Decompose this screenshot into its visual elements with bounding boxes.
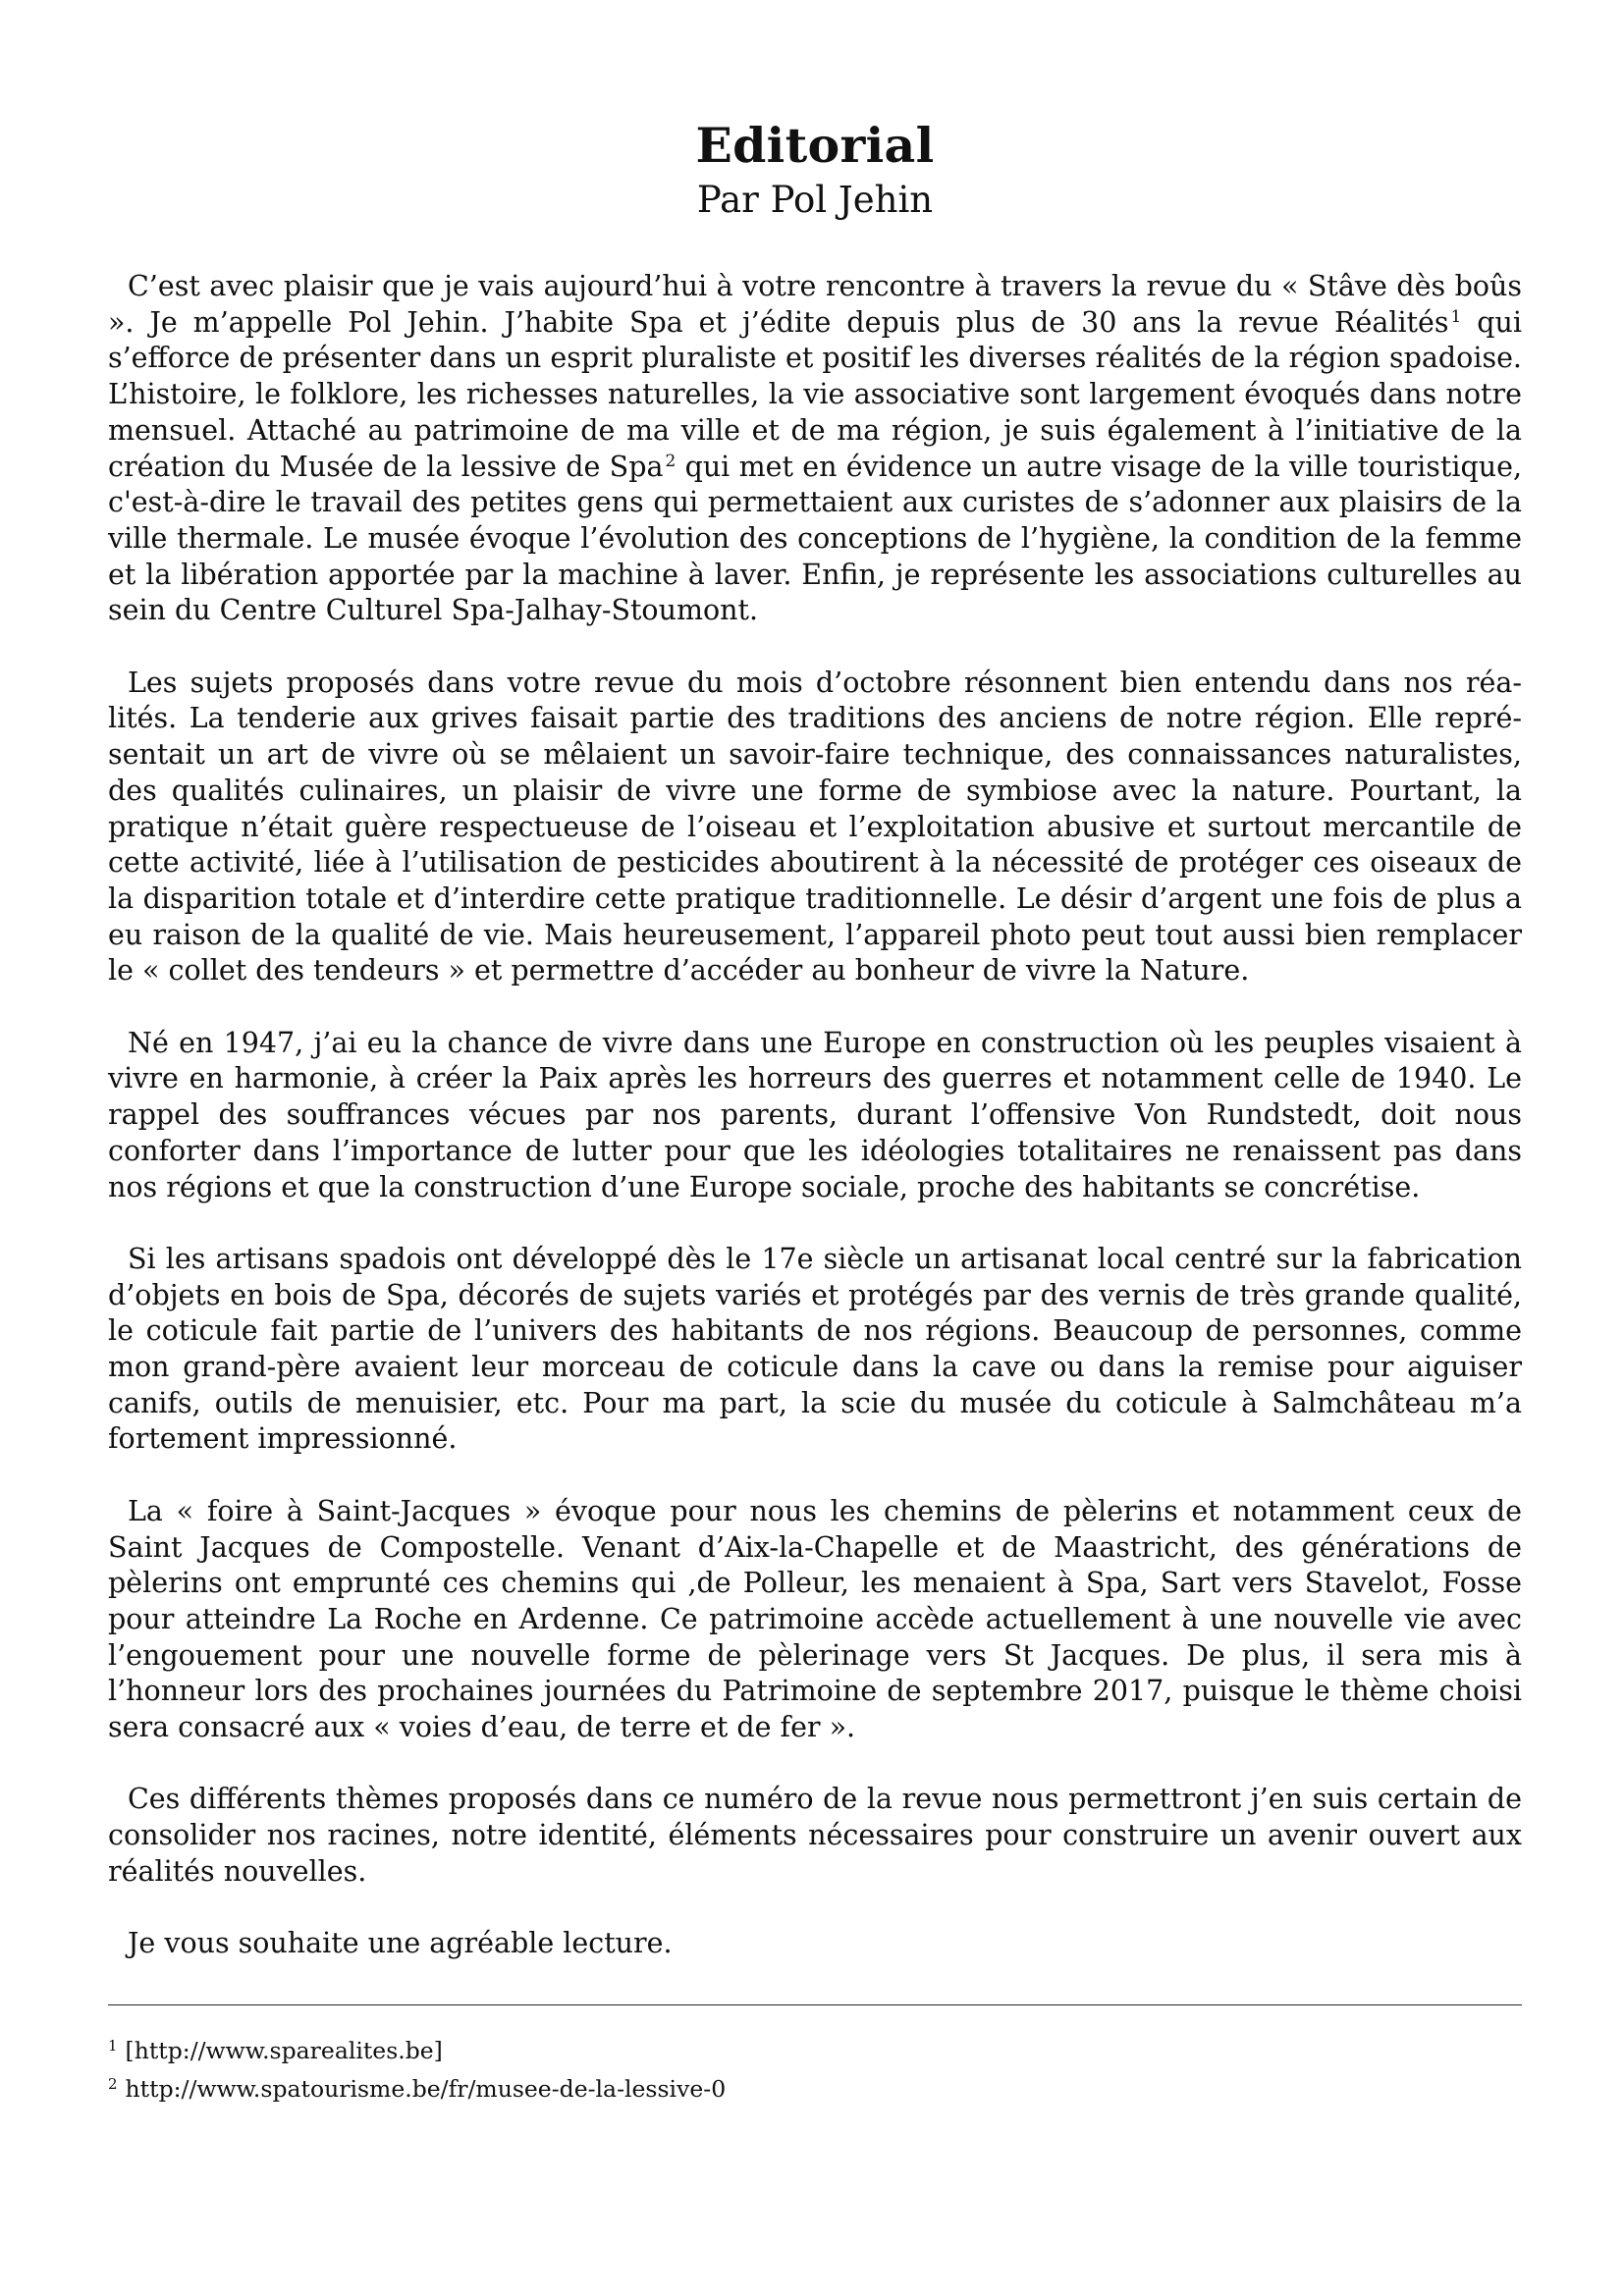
footnote-url: http://www.spatourisme.be/fr/musee-de-la-lessive-0 <box>125 2075 727 2103</box>
paragraph-text: Les sujets proposés dans votre revue du mois d’octobre résonnent bien entendu dans nos réalités. La tenderie aux grives faisait partie des traditions des anciens de notre région. Elle représentait un art de vivre où se mêlaient un savoir-faire technique, des connaissances naturalistes, des qualités culinaires, un plaisir de vivre une forme de symbiose avec la nature. Pourtant, la pratique n’était guère respectueuse de l’oiseau et l’exploitation abusive et surtout mercantile de cette activité, liée à l’utilisation de pesticides aboutirent à la nécessité de protéger ces oiseaux de la disparition totale et d’interdire cette pratique traditionnelle. Le désir d’argent une fois de plus a eu raison de la qualité de vie. Mais heureusement, l’appareil photo peut tout aussi bien remplacer le « collet des tendeurs » et permettre d’accéder au bonheur de vivre la Nature. <box>108 666 1522 988</box>
paragraph-text: C’est avec plaisir que je vais aujourd’hui à votre rencontre à travers la revue du « Stâve dès boûs ». Je m’appelle Pol Jehin. J’habite Spa et j’édite depuis plus de 30 ans la revue Réalités <box>108 270 1522 339</box>
paragraph <box>108 1782 1522 1890</box>
footnote-separator <box>108 2004 1522 2005</box>
paragraph-text: Né en 1947, j’ai eu la chance de vivre dans une Europe en construction où les peuples visaient à vivre en harmonie, à créer la Paix après les horreurs des guerres et notamment celle de 1940. Le rappel des souffrances vécues par nos parents, durant l’offensive Von Rundstedt, doit nous conforter dans l’importance de lutter pour que les idéologies totalitaires ne renaissent pas dans nos régions et que la construction d’une Europe sociale, proche des habitants se concrétise. <box>108 1026 1522 1203</box>
paragraph-text: Je vous souhaite une agréable lecture. <box>128 1927 673 1960</box>
footnote <box>108 2072 1522 2106</box>
paragraph <box>108 269 1522 629</box>
footnote-ref: 1 <box>1450 306 1462 327</box>
author-byline: Par Pol Jehin <box>696 179 934 221</box>
paragraph-text: qui s’efforce de présenter dans un esprit pluraliste et positif les diverses réalités de la région spadoise. L’histoire, le folklore, les richesses naturelles, la vie associative sont largement évoqués dans notre mensuel. Attaché au patrimoine de ma ville et de ma région, je suis également à l’initiative de la création du Musée de la lessive de Spa <box>108 305 1522 483</box>
footnote-number: 1 <box>108 2037 118 2055</box>
paragraph <box>108 1242 1522 1458</box>
paragraph-text: qui met en évidence un autre visage de la ville touristique, c'est-à-dire le travail des petites gens qui permettaient aux curistes de s’adonner aux plaisirs de la ville thermale. Le musée évoque l’évolution des conceptions de l’hygiène, la condition de la femme et la libération apportée par la machine à laver. Enfin, je représente les associations culturelles au sein du Centre Culturel Spa-Jalhay-Stoumont. <box>108 450 1523 627</box>
page-title: Editorial <box>695 117 935 174</box>
paragraph-text: Ces différents thèmes proposés dans ce numéro de la revue nous permettront j’en suis certain de consolider nos racines, notre identité, éléments nécessaires pour construire un avenir ouvert aux réalités nouvelles. <box>108 1783 1522 1888</box>
paragraph <box>108 1026 1522 1206</box>
article-body <box>108 269 1522 1962</box>
paragraph-text: La « foire à Saint-Jacques » évoque pour nous les chemins de pèlerins et notamment ceux de Saint Jacques de Compostelle. Venant d’Aix-la-Chapelle et de Maastricht, des générations de pèlerins ont emprunté ces chemins qui ,de Polleur, les menaient à Spa, Sart vers Stavelot, Fosse pour atteindre La Roche en Ardenne. Ce patrimoine accède actuellement à une nouvelle vie avec l’engouement pour une nouvelle forme de pèlerinage vers St Jacques. De plus, il sera mis à l’honneur lors des prochaines journées du Patrimoine de septembre 2017, puisque le thème choisi sera consacré aux « voies d’eau, de terre et de fer ». <box>108 1494 1522 1744</box>
footnote-url: [http://www.sparealites.be] <box>125 2037 443 2064</box>
paragraph <box>108 666 1522 989</box>
paragraph <box>108 1494 1522 1746</box>
article <box>108 116 1522 1962</box>
footnotes <box>108 2034 1522 2110</box>
footnote-number: 2 <box>108 2075 118 2093</box>
paragraph-text: Si les artisans spadois ont développé dès le 17e siècle un artisanat local centré sur la fabrication d’objets en bois de Spa, décorés de sujets variés et protégés par des vernis de très grande qualité, le coticule fait partie de l’univers des habitants de nos régions. Beaucoup de personnes, comme mon grand-père avaient leur morceau de coticule dans la cave ou dans la remise pour aiguiser canifs, outils de menuisier, etc. Pour ma part, la scie du musée du coticule à Salmchâteau m’a fortement impressionné. <box>108 1242 1522 1456</box>
footnote <box>108 2034 1522 2067</box>
footnote-ref: 2 <box>665 451 677 471</box>
paragraph <box>108 1926 1522 1962</box>
